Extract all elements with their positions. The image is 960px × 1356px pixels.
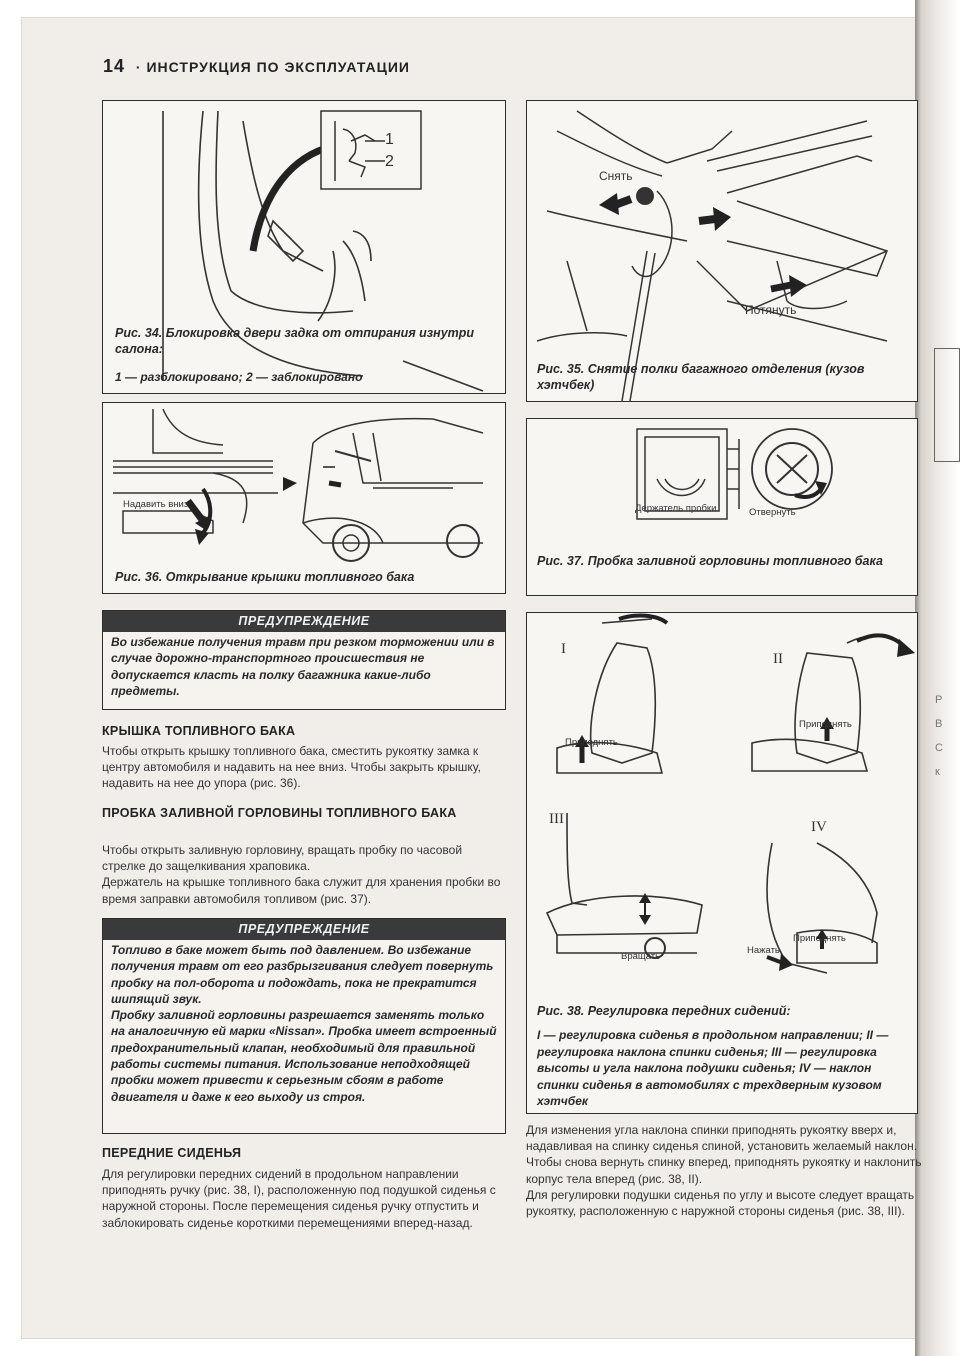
figure-38-caption: Рис. 38. Регулировка передних сидений: — [537, 1004, 791, 1018]
page-number: 14 — [103, 56, 126, 76]
section-body — [102, 743, 504, 792]
warning-body — [103, 940, 505, 1107]
next-page-fragment: С — [935, 742, 943, 754]
running-title: ИНСТРУКЦИЯ ПО ЭКСПЛУАТАЦИИ — [146, 59, 410, 75]
warning-title: ПРЕДУПРЕЖДЕНИЕ — [103, 919, 505, 940]
figure-37 — [526, 418, 918, 596]
figure-34 — [102, 100, 506, 394]
figure-38-roman-1: I — [561, 641, 566, 657]
figure-38-label-press: Нажать — [747, 945, 780, 956]
figure-34-caption: Рис. 34. Блокировка двери задка от отпирания изнутри салона: — [115, 326, 475, 356]
figure-36 — [102, 402, 506, 594]
figure-35-drawing — [527, 101, 917, 401]
section-body — [102, 842, 504, 907]
next-page-fragment-box — [934, 348, 960, 462]
figure-38-label-lift-2: Приподнять — [799, 719, 852, 730]
paragraph: Для регулировки передних сидений в продольном направлении приподнять ручку (рис. 38, I), расположенную под подушкой сиденья с наружной стороны. После перемещения сиденья ручку отпустить и заблокировать сиденье короткими перемещениями вперед-назад. — [102, 1167, 496, 1230]
figure-38-label-lift-1: Приподнять — [565, 737, 618, 748]
figure-38-roman-3: III — [549, 811, 564, 827]
warning-box-2 — [102, 918, 506, 1134]
figure-35-caption: Рис. 35. Снятие полки багажного отделения (кузов хэтчбек) — [537, 362, 865, 392]
next-page-fragment: к — [935, 766, 940, 778]
figure-37-caption: Рис. 37. Пробка заливной горловины топливного бака — [537, 554, 883, 568]
figure-34-label-1: 1 — [385, 131, 394, 148]
warning-paragraph: Во избежание получения травм при резком торможении или в случае дорожно-транспортного происшествия не допускается класть на полку багажника какие-либо предметы. — [111, 635, 495, 698]
figure-38 — [526, 612, 918, 1114]
running-header — [103, 56, 410, 77]
figure-38-label-rotate: Вращать — [621, 951, 661, 962]
figure-34-legend: 1 — разблокировано; 2 — заблокировано — [115, 370, 363, 384]
warning-title: ПРЕДУПРЕЖДЕНИЕ — [103, 611, 505, 632]
paragraph: Для изменения угла наклона спинки приподнять рукоятку вверх и, надавливая на спинку сиденья спиной, установить желаемый наклон. Чтобы снова вернуть спинку вперед, приподнять рукоятку и наклонить корпус тела вперед (рис. 38, II). — [526, 1123, 922, 1186]
section-body — [526, 1122, 924, 1219]
header-separator: · — [135, 59, 142, 75]
figure-38-label-lift-4: Приподнять — [793, 933, 846, 944]
next-page-fragment: В — [935, 718, 943, 730]
section-heading: КРЫШКА ТОПЛИВНОГО БАКА — [102, 724, 296, 738]
figure-38-legend: I — регулировка сиденья в продольном направлении; II — регулировка наклона спинки сиденья; III — регулировка высоты и угла наклона подушки сиденья; IV — наклон спинки сиденья в автомобилях с трехдверным кузовом хэтчбек — [537, 1028, 889, 1108]
paragraph: Чтобы открыть крышку топливного бака, сместить рукоятку замка к центру автомобиля и надавить на нее вниз. Чтобы закрыть крышку, надавить на нее до упора (рис. 36). — [102, 744, 481, 791]
warning-box-1 — [102, 610, 506, 710]
paragraph: Держатель на крышке топливного бака служит для хранения пробки во время заправки автомобиля топливом (рис. 37). — [102, 875, 501, 906]
figure-36-caption: Рис. 36. Открывание крышки топливного бака — [115, 570, 415, 584]
figure-36-drawing — [103, 403, 505, 593]
warning-body — [103, 632, 505, 701]
figure-34-label-2: 2 — [385, 153, 394, 170]
figure-37-label-holder: Держатель пробки — [635, 503, 717, 514]
section-heading: ПРОБКА ЗАЛИВНОЙ ГОРЛОВИНЫ ТОПЛИВНОГО БАКА — [102, 806, 457, 820]
figure-35-label-remove: Снять — [599, 169, 633, 183]
section-heading: ПЕРЕДНИЕ СИДЕНЬЯ — [102, 1146, 242, 1160]
warning-paragraph: Пробку заливной горловины разрешается заменять только на аналогичную ей марки «Nissan». Пробка имеет встроенный предохранительный клапан, необходимый для правильной работы системы питания. Использование неподходящей пробки может привести к серьезным сбоям в работе двигателя и даже к его выходу из строя. — [111, 1008, 497, 1104]
figure-37-label-unscrew: Отвернуть — [749, 507, 796, 518]
figure-35-label-pull: Потянуть — [745, 303, 797, 317]
paragraph: Чтобы открыть заливную горловину, вращать пробку по часовой стрелке до защелкивания храповика. — [102, 843, 463, 874]
figure-38-roman-2: II — [773, 651, 783, 667]
figure-36-label-press: Надавить вниз — [123, 499, 189, 510]
warning-paragraph: Топливо в баке может быть под давлением. Во избежание получения травм от его разбрызгивания следует повернуть пробку на пол-оборота и подождать, пока не прекратится шипящий звук. — [111, 943, 494, 1006]
figure-35 — [526, 100, 918, 402]
paragraph: Для регулировки подушки сиденья по углу и высоте следует вращать рукоятку, расположенную с наружной стороны сиденья (рис. 38, III). — [526, 1187, 915, 1219]
figure-38-roman-4: IV — [811, 819, 827, 835]
next-page-fragment: Р — [935, 694, 943, 706]
section-body — [102, 1166, 504, 1231]
